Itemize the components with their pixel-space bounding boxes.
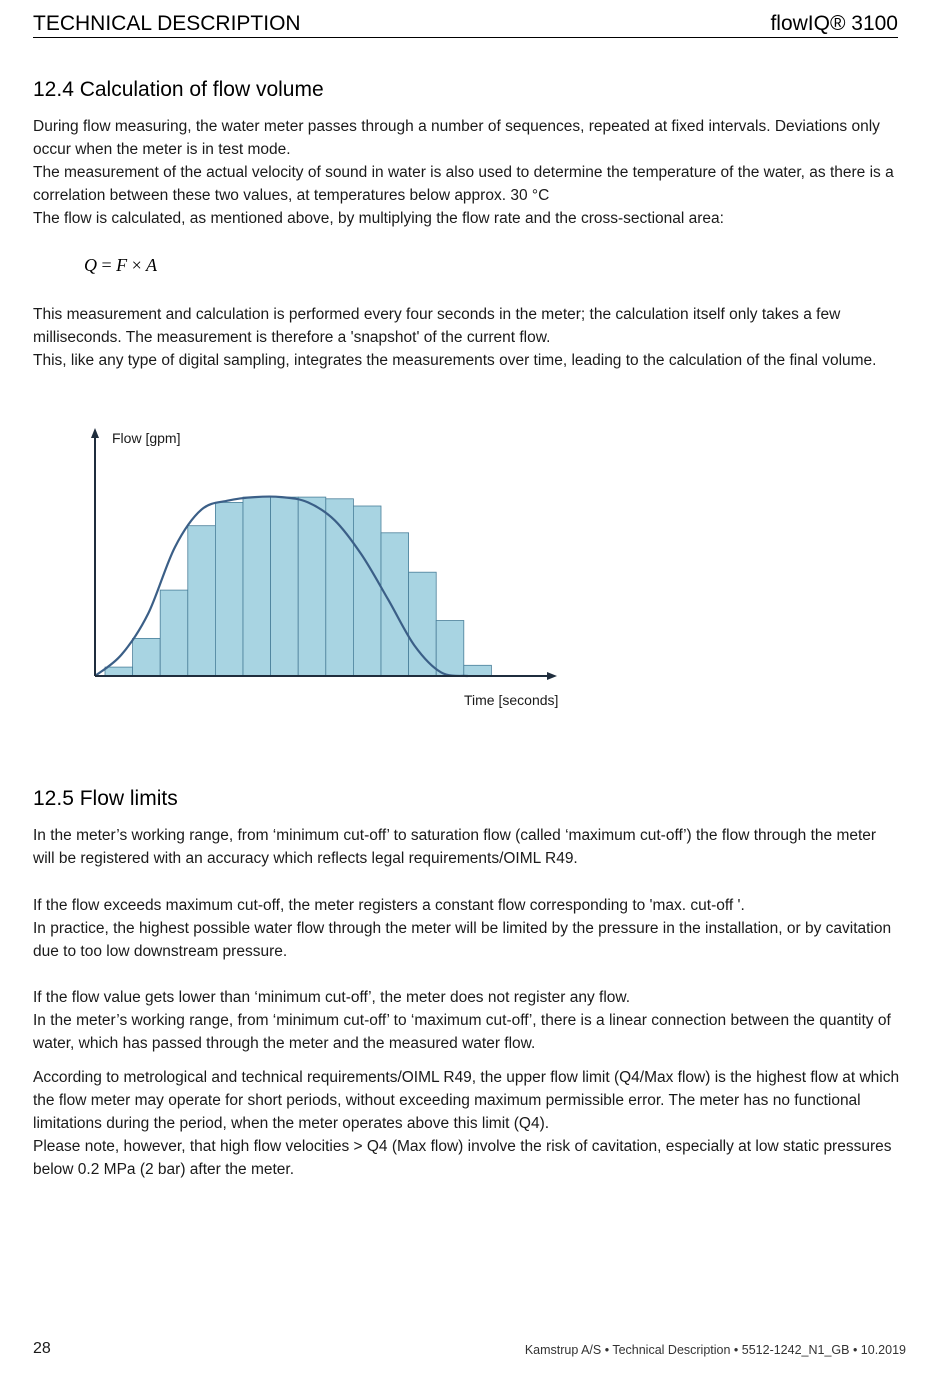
paragraph: If the flow value gets lower than ‘minimum cut-off’, the meter does not register any flow. — [33, 989, 631, 1006]
flow-bar — [409, 572, 437, 676]
footer-meta: Kamstrup A/S • Technical Description • 5512-1242_N1_GB • 10.2019 — [524, 1343, 906, 1357]
y-axis-arrow — [91, 428, 99, 438]
paragraph: The flow is calculated, as mentioned above, by multiplying the flow rate and the cross-sectional area: — [33, 210, 724, 227]
flow-bar — [160, 590, 188, 676]
paragraph: Please note, however, that high flow velocities > Q4 (Max flow) involve the risk of cavitation, especially at low static pressures below 0.2 MPa (2 bar) after the meter. — [33, 1138, 892, 1178]
flow-formula — [84, 255, 157, 276]
flow-bar — [188, 526, 216, 676]
x-axis-label: Time [seconds] — [464, 692, 559, 708]
paragraph: According to metrological and technical requirements/OIML R49, the upper flow limit (Q4/Max flow) is the highest flow at which the flow meter may operate for short periods, without exceeding maximum permissible error. The meter has no functional limitations during the period, when the meter operates above this limit (Q4). — [33, 1069, 900, 1132]
flow-bar — [133, 638, 161, 676]
paragraph: The measurement of the actual velocity of sound in water is also used to determine the temperature of the water, as there is a correlation between these two values, at temperatures below approx. 30 °C — [33, 164, 894, 204]
flow-bar — [298, 497, 326, 676]
bars-group — [105, 497, 491, 676]
page-number: 28 — [33, 1340, 51, 1357]
flow-bar — [353, 506, 381, 676]
flow-bar — [105, 667, 133, 676]
formula-equals: = — [101, 255, 112, 275]
flow-bar — [243, 497, 271, 676]
formula-q: Q — [84, 255, 97, 275]
y-axis-label: Flow [gpm] — [112, 430, 181, 446]
paragraph: This measurement and calculation is performed every four seconds in the meter; the calculation itself only takes a few milliseconds. The measurement is therefore a 'snapshot' of the current flow. — [33, 306, 841, 346]
paragraph: This, like any type of digital sampling, integrates the measurements over time, leading to the calculation of the final volume. — [33, 352, 877, 369]
paragraph: If the flow exceeds maximum cut-off, the meter registers a constant flow corresponding to 'max. cut-off '. — [33, 897, 745, 914]
flow-bar — [436, 621, 464, 677]
x-axis-arrow — [547, 672, 557, 680]
product-name: flowIQ® 3100 — [770, 12, 898, 35]
header-rule — [33, 37, 898, 38]
formula-a: A — [146, 255, 157, 275]
flow-bar — [271, 497, 299, 676]
section-heading-12-4: 12.4 Calculation of flow volume — [33, 78, 324, 101]
document-header-title: TECHNICAL DESCRIPTION — [33, 12, 301, 35]
section-heading-12-5: 12.5 Flow limits — [33, 787, 178, 810]
formula-f: F — [116, 255, 128, 275]
paragraph: In practice, the highest possible water flow through the meter will be limited by the pressure in the installation, or by cavitation due to too low downstream pressure. — [33, 920, 892, 960]
formula-times: × — [131, 255, 142, 275]
flow-bar — [215, 502, 243, 676]
flow-time-chart — [82, 420, 582, 725]
flow-bar — [464, 665, 492, 676]
paragraph: In the meter’s working range, from ‘minimum cut-off’ to ‘maximum cut-off’, there is a linear connection between the quantity of water, which has passed through the meter and the measured water flow. — [33, 1012, 891, 1052]
paragraph: During flow measuring, the water meter passes through a number of sequences, repeated at fixed intervals. Deviations only occur when the meter is in test mode. — [33, 118, 880, 158]
flow-chart-svg — [82, 420, 582, 720]
paragraph: In the meter’s working range, from ‘minimum cut-off’ to saturation flow (called ‘maximum cut-off’) the flow through the meter will be registered with an accuracy which reflects legal requirements/OIML R49. — [33, 827, 877, 867]
flow-bar — [381, 533, 409, 676]
